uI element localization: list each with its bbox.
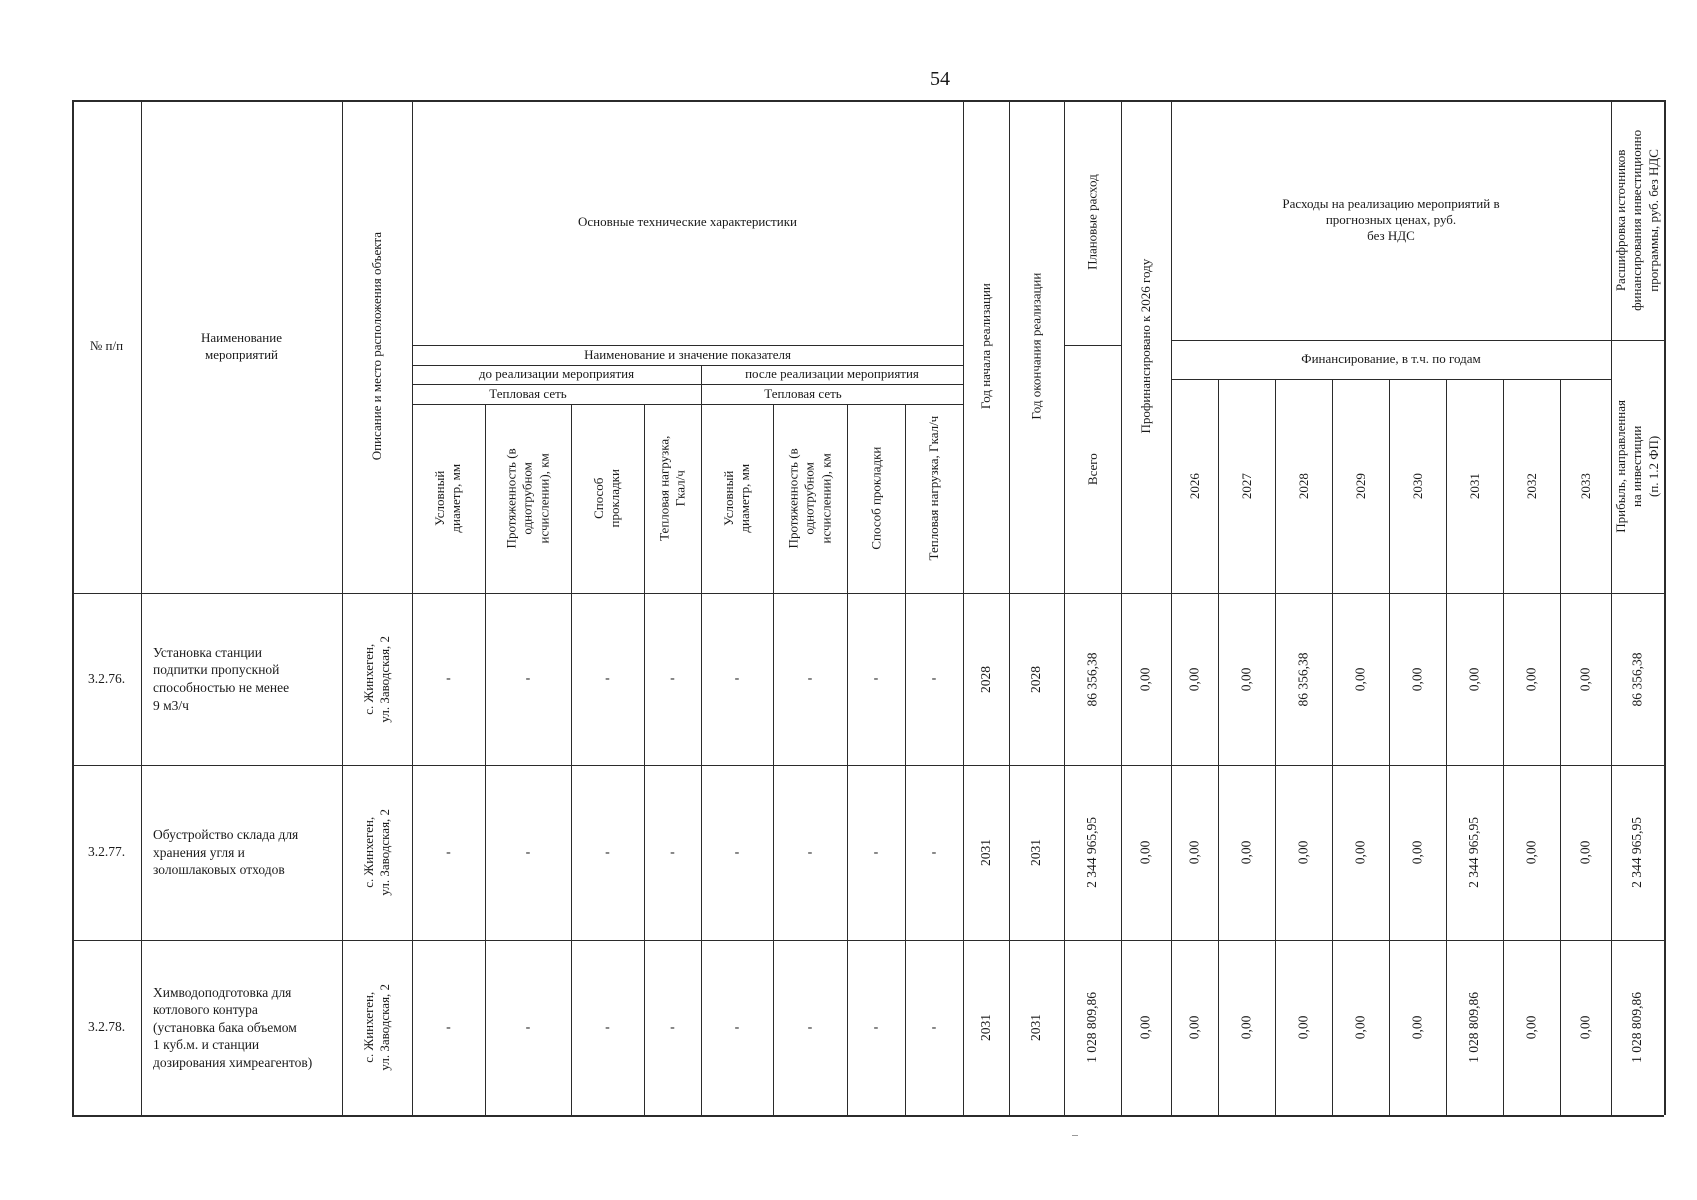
row-tech-value [905, 765, 963, 940]
row-year-amount [1389, 940, 1446, 1115]
row-year-amount [1275, 940, 1332, 1115]
row-year-amount [1503, 765, 1560, 940]
text-line: мероприятий [205, 346, 278, 362]
text-line: Наименование [201, 330, 282, 346]
text-line: 3.2.77. [87, 844, 126, 860]
row-tech-value [644, 593, 701, 765]
header-name [141, 100, 342, 593]
row-tech-value [773, 765, 847, 940]
text-line: - [525, 1019, 531, 1035]
text-line: 2029 [1352, 473, 1368, 499]
row-total [1064, 765, 1121, 940]
header-profit [1611, 340, 1664, 593]
text-line: 2027 [1238, 473, 1254, 499]
row-tech-value [485, 765, 571, 940]
text-line: с. Жинхеген, [360, 817, 376, 888]
row-name [141, 765, 352, 940]
text-line: до реализации мероприятия [478, 366, 635, 382]
row-year-amount [1275, 765, 1332, 940]
text-line: Плановые расход [1084, 174, 1100, 271]
text-line: - [670, 1019, 675, 1035]
text-line: - [873, 1019, 879, 1035]
scan-mark [1072, 1135, 1078, 1136]
text-line: 2 344 965,95 [1466, 817, 1482, 888]
text-line: Установка станции [153, 644, 263, 660]
text-line: 2032 [1523, 473, 1539, 499]
text-line: с. Жинхеген, [360, 992, 376, 1063]
row-year-amount [1446, 765, 1503, 940]
text-line: программы, руб. без НДС [1645, 148, 1661, 292]
header-year-2028 [1275, 379, 1332, 593]
text-line: Химводоподготовка для [153, 984, 292, 1000]
text-line: 0,00 [1523, 1015, 1539, 1040]
row-tech-value [571, 765, 644, 940]
text-line: диаметр, мм [736, 464, 752, 533]
header-diameter-after [701, 404, 773, 593]
text-line: Тепловая нагрузка, Гкал/ч [925, 416, 941, 561]
text-line: 2 344 965,95 [1629, 817, 1645, 888]
text-line: 2031 [977, 1014, 993, 1041]
text-line: - [446, 1019, 451, 1035]
text-line: Расходы на реализацию мероприятий в [1282, 195, 1500, 211]
text-line: 0,00 [1577, 667, 1593, 691]
row-tech-value [773, 940, 847, 1115]
text-line: - [670, 671, 675, 687]
text-line: 2030 [1409, 473, 1425, 499]
text-line: - [734, 844, 740, 860]
row-tech-value [773, 593, 847, 765]
text-line: - [873, 671, 879, 687]
text-line: 0,00 [1352, 667, 1368, 691]
header-before [412, 365, 701, 384]
text-line: 0,00 [1238, 840, 1254, 865]
row-tech-value [847, 765, 905, 940]
text-line: 2031 [1028, 839, 1044, 866]
text-line: Условный [432, 470, 448, 527]
text-line: Расшифровка источников [1613, 149, 1629, 291]
text-line: Всего [1084, 453, 1100, 485]
text-line: 2033 [1577, 473, 1593, 499]
text-line: - [605, 1019, 610, 1035]
header-load [644, 384, 701, 593]
row-year-amount [1560, 593, 1611, 765]
text-line: 0,00 [1466, 667, 1482, 691]
text-line: Основные технические характеристики [578, 214, 797, 230]
text-line: Финансирование, в т.ч. по годам [1301, 351, 1481, 367]
text-line: золошлаковых отходов [153, 862, 285, 878]
text-line: Способ прокладки [867, 446, 883, 551]
row-tech-value [847, 593, 905, 765]
text-line: 0,00 [1238, 667, 1254, 691]
header-year-end [1009, 100, 1064, 593]
text-line: - [807, 1019, 813, 1035]
text-line: 2028 [977, 665, 993, 693]
row-profit [1611, 765, 1664, 940]
header-length [485, 404, 571, 593]
header-load-after [905, 384, 963, 593]
text-line: 1 028 809,86 [1084, 992, 1100, 1063]
text-line: 2031 [1466, 473, 1482, 499]
header-diameter [412, 404, 485, 593]
text-line: на инвестиции [1629, 425, 1645, 508]
row-year-amount [1275, 593, 1332, 765]
text-line: Условный [720, 470, 736, 527]
row-name [141, 593, 352, 765]
text-line: 0,00 [1186, 840, 1202, 865]
text-line: - [446, 671, 451, 687]
row-total [1064, 593, 1121, 765]
text-line: дозирования химреагентов) [153, 1054, 313, 1070]
text-line: 0,00 [1409, 1015, 1425, 1040]
row-prefinanced [1121, 940, 1171, 1115]
row-year-amount [1503, 940, 1560, 1115]
text-line: без НДС [1367, 228, 1415, 244]
header-total [1064, 345, 1121, 593]
row-year-amount [1446, 593, 1503, 765]
header-indicator [412, 345, 963, 365]
grid-line [72, 1115, 1664, 1117]
row-prefinanced [1121, 593, 1171, 765]
text-line: Описание и место расположения объекта [368, 232, 384, 461]
text-line: 2026 [1186, 473, 1202, 499]
text-line: 0,00 [1137, 667, 1153, 691]
row-tech-value [485, 940, 571, 1115]
text-line: 0,00 [1523, 667, 1539, 691]
text-line: однотрубном [519, 462, 535, 535]
text-line: 9 м3/ч [153, 697, 189, 713]
text-line: Обустройство склада для [153, 827, 299, 843]
text-line: Протяженность (в [503, 448, 519, 549]
text-line: 1 куб.м. и станции [153, 1037, 260, 1053]
text-line: исчислении), км [536, 453, 552, 544]
row-year-amount [1332, 765, 1389, 940]
text-line: 0,00 [1523, 840, 1539, 865]
row-location [342, 593, 412, 765]
text-line: после реализации мероприятия [745, 366, 919, 382]
row-year-amount [1218, 940, 1275, 1115]
header-financing [1171, 340, 1611, 379]
text-line: Протяженность (в [785, 448, 801, 549]
row-year-end [1009, 765, 1064, 940]
text-line: диаметр, мм [448, 464, 464, 533]
text-line: № п/п [89, 338, 124, 354]
row-year-start [963, 765, 1009, 940]
text-line: 2031 [1028, 1014, 1044, 1041]
header-tech-main [412, 100, 963, 345]
row-year-amount [1332, 593, 1389, 765]
text-line: с. Жинхеген, [360, 643, 376, 715]
text-line: (п. 1.2 ФП) [1645, 435, 1661, 498]
header-planned [1064, 100, 1121, 345]
text-line: - [873, 844, 879, 860]
header-year-2027 [1218, 379, 1275, 593]
row-profit [1611, 940, 1664, 1115]
row-year-amount [1560, 940, 1611, 1115]
row-tech-value [644, 940, 701, 1115]
row-year-amount [1389, 765, 1446, 940]
text-line: 86 356,38 [1084, 652, 1100, 706]
text-line: Год окончания реализации [1028, 273, 1044, 420]
header-after [701, 365, 963, 384]
text-line: хранения угля и [153, 844, 245, 860]
text-line: 0,00 [1352, 1015, 1368, 1040]
row-tech-value [412, 765, 485, 940]
text-line: 0,00 [1352, 840, 1368, 865]
text-line: - [734, 671, 740, 687]
header-location [342, 100, 412, 593]
text-line: - [605, 844, 610, 860]
row-year-amount [1503, 593, 1560, 765]
header-year-start [963, 100, 1009, 593]
row-tech-value [571, 940, 644, 1115]
text-line: способностью не менее [153, 680, 290, 695]
header-year-2030 [1389, 379, 1446, 593]
text-line: 2031 [977, 839, 993, 866]
row-tech-value [412, 593, 485, 765]
header-length-after [773, 404, 847, 593]
row-total [1064, 940, 1121, 1115]
text-line: 0,00 [1186, 1015, 1202, 1040]
text-line: 2 344 965,95 [1084, 817, 1100, 888]
text-line: 0,00 [1577, 1015, 1593, 1040]
row-tech-value [701, 940, 773, 1115]
text-line: 0,00 [1238, 1015, 1254, 1040]
text-line: - [670, 844, 675, 860]
text-line: - [525, 844, 531, 860]
row-tech-value [412, 940, 485, 1115]
row-number [72, 940, 141, 1115]
text-line: исчислении), км [818, 453, 834, 544]
header-number [72, 100, 141, 593]
text-line: прокладки [607, 469, 623, 528]
row-year-amount [1171, 593, 1218, 765]
header-expenses [1171, 100, 1611, 340]
text-line: (установка бака объемом [153, 1019, 297, 1035]
text-line: 2028 [1295, 473, 1311, 499]
text-line: - [605, 671, 610, 687]
row-location [342, 940, 412, 1115]
row-year-amount [1171, 940, 1218, 1115]
text-line: котлового контура [153, 1002, 258, 1018]
row-location [342, 765, 412, 940]
row-tech-value [701, 593, 773, 765]
header-sources [1611, 100, 1664, 340]
text-line: прогнозных ценах, руб. [1325, 211, 1457, 227]
row-year-start [963, 593, 1009, 765]
text-line: ул. Заводская, 2 [377, 809, 393, 896]
row-name [141, 940, 352, 1115]
text-line: 3.2.76. [87, 670, 126, 686]
row-year-amount [1171, 765, 1218, 940]
text-line: 1 028 809,86 [1466, 992, 1482, 1063]
header-year-2031 [1446, 379, 1503, 593]
text-line: 0,00 [1577, 840, 1593, 865]
text-line: - [807, 844, 813, 860]
header-network-before [412, 384, 644, 404]
row-number [72, 593, 141, 765]
text-line: 3.2.78. [87, 1019, 126, 1035]
row-prefinanced [1121, 765, 1171, 940]
text-line: финансирования инвестиционно [1629, 129, 1645, 311]
header-year-2033 [1560, 379, 1611, 593]
row-year-amount [1218, 765, 1275, 940]
header-network-after [701, 384, 905, 404]
row-year-start [963, 940, 1009, 1115]
text-line: 1 028 809,86 [1629, 992, 1645, 1063]
text-line: - [525, 671, 531, 687]
row-year-end [1009, 593, 1064, 765]
row-tech-value [485, 593, 571, 765]
header-year-2029 [1332, 379, 1389, 593]
header-method [571, 404, 644, 593]
row-year-amount [1332, 940, 1389, 1115]
text-line: - [446, 844, 451, 860]
row-tech-value [701, 765, 773, 940]
header-year-2026 [1171, 379, 1218, 593]
row-profit [1611, 593, 1664, 765]
row-year-amount [1446, 940, 1503, 1115]
text-line: 0,00 [1409, 667, 1425, 691]
text-line: 0,00 [1137, 1015, 1153, 1040]
text-line: 2028 [1028, 665, 1044, 693]
header-year-2032 [1503, 379, 1560, 593]
header-prefinanced [1121, 100, 1171, 593]
row-tech-value [644, 765, 701, 940]
text-line: 0,00 [1137, 840, 1153, 865]
text-line: - [734, 1019, 740, 1035]
text-line: 0,00 [1409, 840, 1425, 865]
header-method-after [847, 404, 905, 593]
text-line: - [931, 1019, 937, 1035]
text-line: Тепловая сеть [764, 385, 842, 401]
row-tech-value [571, 593, 644, 765]
row-number [72, 765, 141, 940]
text-line: Тепловая сеть [489, 385, 567, 401]
text-line: ул. Заводская, 2 [377, 635, 393, 723]
row-year-end [1009, 940, 1064, 1115]
text-line: - [807, 671, 813, 687]
text-line: - [931, 844, 937, 860]
text-line: однотрубном [801, 462, 817, 535]
text-line: подпитки пропускной [153, 662, 280, 678]
page-number: 54 [930, 68, 950, 90]
text-line: - [931, 671, 937, 687]
row-year-amount [1218, 593, 1275, 765]
text-line: Профинансировано к 2026 году [1137, 259, 1153, 434]
row-year-amount [1560, 765, 1611, 940]
text-line: 86 356,38 [1295, 652, 1311, 706]
text-line: 0,00 [1186, 667, 1202, 691]
row-tech-value [905, 940, 963, 1115]
text-line: 0,00 [1295, 840, 1311, 865]
text-line: Год начала реализации [977, 283, 993, 410]
text-line: 0,00 [1295, 1015, 1311, 1040]
text-line: Наименование и значение показателя [584, 346, 791, 362]
row-tech-value [905, 593, 963, 765]
text-line: Гкал/ч [672, 470, 688, 507]
grid-line [1664, 100, 1666, 1115]
text-line: Способ [591, 477, 607, 520]
text-line: Тепловая нагрузка, [656, 435, 672, 542]
row-tech-value [847, 940, 905, 1115]
text-line: Прибыль, направленная [1613, 400, 1629, 533]
text-line: 86 356,38 [1629, 652, 1645, 706]
text-line: ул. Заводская, 2 [377, 984, 393, 1071]
row-year-amount [1389, 593, 1446, 765]
